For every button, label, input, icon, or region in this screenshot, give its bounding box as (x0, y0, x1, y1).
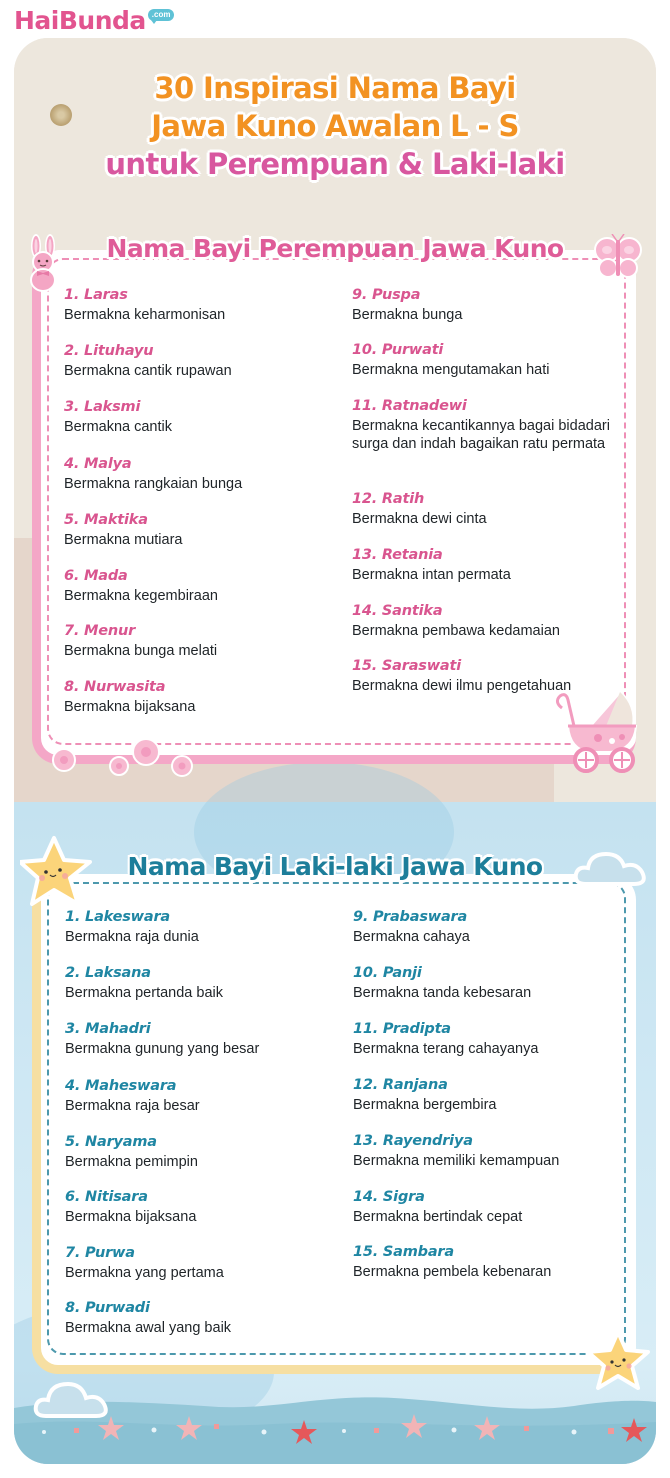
haibunda-logo[interactable] (14, 4, 174, 38)
name-meaning: Bermakna dewi cinta (352, 511, 487, 527)
name-meaning: Bermakna raja besar (65, 1098, 200, 1114)
name-meaning: Bermakna kegembiraan (64, 588, 218, 604)
name-meaning: Bermakna raja dunia (65, 929, 199, 945)
name-meaning: Bermakna bijaksana (65, 1209, 197, 1225)
butterfly-icon (594, 234, 642, 280)
baby-name: 9. Puspa (352, 287, 421, 303)
name-meaning: Bermakna pembela kebenaran (353, 1264, 552, 1280)
name-meaning: Bermakna cantik rupawan (64, 363, 232, 379)
baby-name: 6. Nitisara (65, 1189, 148, 1205)
baby-name: 12. Ranjana (353, 1077, 448, 1093)
list-item (353, 1188, 633, 1226)
baby-name: 7. Purwa (65, 1245, 135, 1261)
name-meaning: Bermakna cahaya (353, 929, 470, 945)
list-item (352, 490, 632, 528)
baby-name: 13. Retania (352, 547, 443, 563)
list-item (352, 286, 632, 324)
baby-name: 15. Saraswati (352, 658, 462, 674)
name-meaning: Bermakna dewi ilmu pengetahuan (352, 678, 572, 694)
list-item (353, 1076, 633, 1114)
girl-section-title: Nama Bayi Perempuan Jawa Kuno (106, 234, 564, 263)
name-meaning: Bermakna kecantikannya bagai bidadari surga dan indah bagaikan ratu permata (352, 418, 610, 452)
name-meaning: Bermakna bijaksana (64, 699, 196, 715)
baby-name: 2. Laksana (65, 965, 151, 981)
name-meaning: Bermakna pemimpin (65, 1154, 198, 1170)
flower-icon (44, 738, 214, 784)
dashed-border (47, 882, 626, 1355)
main-title-line-3: untuk Perempuan & Laki-laki (105, 147, 565, 181)
baby-name: 1. Lakeswara (65, 909, 170, 925)
name-meaning: Bermakna bertindak cepat (353, 1209, 523, 1225)
name-meaning: Bermakna awal yang baik (65, 1320, 232, 1336)
list-item (64, 678, 344, 716)
list-item (65, 1244, 345, 1282)
name-meaning: Bermakna mengutamakan hati (352, 362, 550, 378)
main-title-line-2: Jawa Kuno Awalan L - S (151, 109, 519, 143)
star-icon (20, 834, 100, 908)
name-meaning: Bermakna bunga (352, 307, 463, 323)
list-item (65, 1077, 345, 1115)
name-meaning: Bermakna mutiara (64, 532, 183, 548)
baby-name: 2. Lituhayu (64, 343, 154, 359)
stroller-icon (550, 686, 640, 774)
bunny-icon (22, 234, 64, 294)
main-title-line-1: 30 Inspirasi Nama Bayi (154, 71, 516, 105)
infographic-poster (14, 38, 656, 1464)
list-item (65, 908, 345, 946)
baby-name: 7. Menur (64, 623, 136, 639)
list-item (352, 546, 632, 584)
logo-text: HaiBunda (14, 6, 146, 35)
name-meaning: Bermakna memiliki kemampuan (353, 1153, 560, 1169)
baby-name: 15. Sambara (353, 1244, 454, 1260)
list-item (65, 1133, 345, 1171)
list-item (65, 1188, 345, 1226)
baby-name: 12. Ratih (352, 491, 425, 507)
name-meaning: Bermakna yang pertama (65, 1265, 224, 1281)
name-meaning: Bermakna pembawa kedamaian (352, 623, 560, 639)
list-item (353, 1132, 633, 1170)
baby-name: 8. Nurwasita (64, 679, 166, 695)
list-item (353, 1243, 633, 1281)
boy-section-title: Nama Bayi Laki-laki Jawa Kuno (127, 852, 543, 881)
list-item (64, 398, 344, 436)
list-item (64, 511, 344, 549)
baby-name: 5. Naryama (65, 1134, 157, 1150)
logo-tld-badge: .com (148, 9, 175, 21)
name-meaning: Bermakna rangkaian bunga (64, 476, 243, 492)
name-meaning: Bermakna intan permata (352, 567, 511, 583)
list-item (353, 1020, 633, 1058)
list-item (353, 908, 633, 946)
name-meaning: Bermakna gunung yang besar (65, 1041, 260, 1057)
list-item (65, 1020, 345, 1058)
baby-name: 10. Panji (353, 965, 422, 981)
star-icon (588, 1328, 654, 1392)
baby-name: 13. Rayendriya (353, 1133, 473, 1149)
list-item (64, 286, 344, 324)
cloud-icon (32, 1376, 112, 1424)
list-item (352, 602, 632, 640)
baby-name: 10. Purwati (352, 342, 444, 358)
list-item (64, 455, 344, 493)
list-item (65, 1299, 345, 1337)
baby-name: 11. Pradipta (353, 1021, 451, 1037)
baby-name: 1. Laras (64, 287, 128, 303)
name-meaning: Bermakna pertanda baik (65, 985, 223, 1001)
name-meaning: Bermakna bunga melati (64, 643, 218, 659)
baby-name: 14. Santika (352, 603, 443, 619)
name-meaning: Bermakna tanda kebesaran (353, 985, 532, 1001)
baby-name: 11. Ratnadewi (352, 398, 467, 414)
list-item (352, 397, 612, 453)
cloud-icon (572, 848, 648, 892)
name-meaning: Bermakna keharmonisan (64, 307, 226, 323)
baby-name: 6. Mada (64, 568, 128, 584)
baby-name: 4. Malya (64, 456, 132, 472)
baby-name: 4. Maheswara (65, 1078, 177, 1094)
list-item (64, 342, 344, 380)
baby-name: 14. Sigra (353, 1189, 425, 1205)
baby-name: 3. Mahadri (65, 1021, 151, 1037)
baby-name: 8. Purwadi (65, 1300, 150, 1316)
list-item (352, 341, 632, 379)
name-meaning: Bermakna cantik (64, 419, 172, 435)
baby-name: 5. Maktika (64, 512, 148, 528)
baby-name: 9. Prabaswara (353, 909, 468, 925)
list-item (64, 622, 344, 660)
name-meaning: Bermakna terang cahayanya (353, 1041, 539, 1057)
list-item (353, 964, 633, 1002)
list-item (64, 567, 344, 605)
name-meaning: Bermakna bergembira (353, 1097, 497, 1113)
list-item (65, 964, 345, 1002)
baby-name: 3. Laksmi (64, 399, 141, 415)
